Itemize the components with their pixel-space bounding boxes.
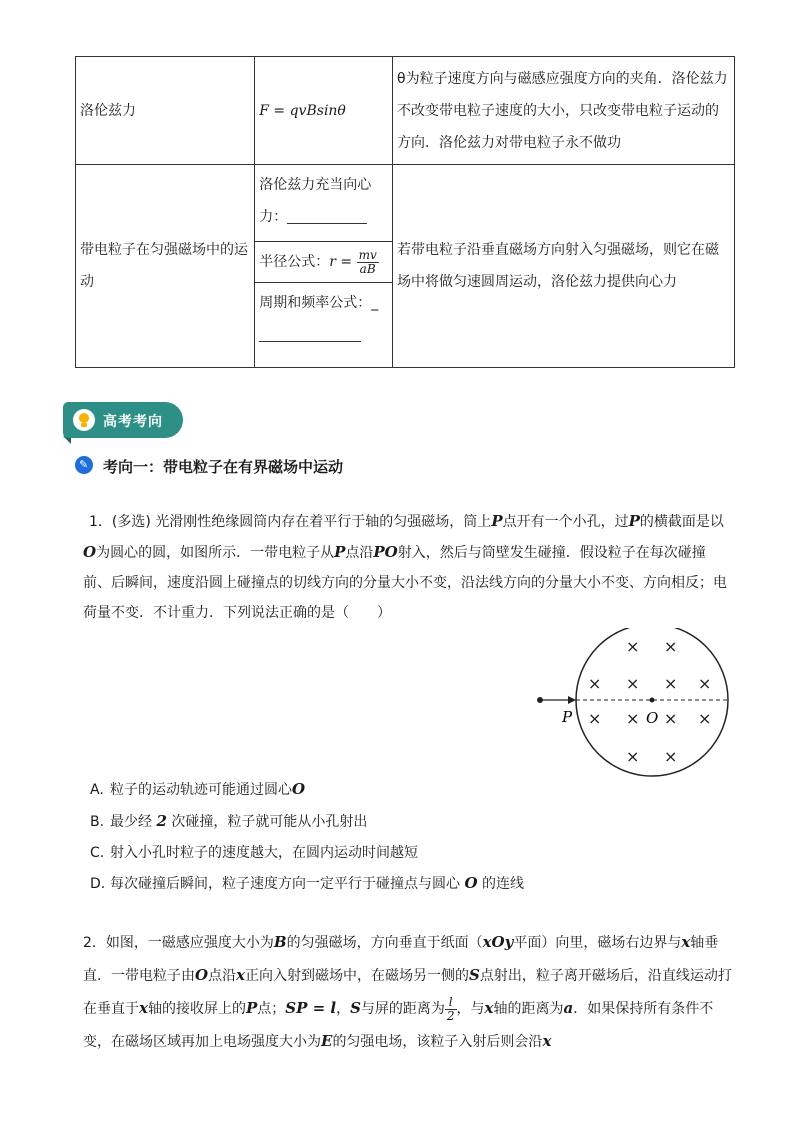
- row-motion-note: 若带电粒子沿垂直磁场方向射入匀强磁场，则它在磁场中将做匀速圆周运动，洛伦兹力提供向心力: [393, 165, 735, 368]
- radius-label: 半径公式：: [259, 254, 330, 270]
- cross-mark: ×: [664, 747, 678, 766]
- period-label: 周期和频率公式：: [259, 295, 372, 311]
- option-b[interactable]: B. 最少经 2 次碰撞，粒子就可能从小孔射出: [90, 812, 368, 830]
- particle-dot: [537, 697, 543, 703]
- pencil-icon: ✎: [75, 456, 93, 474]
- option-d[interactable]: D. 每次碰撞后瞬间，粒子速度方向一定平行于碰撞点与圆心 O 的连线: [90, 874, 524, 892]
- period-blank: [259, 325, 361, 342]
- section-title: 考向一：带电粒子在有界磁场中运动: [103, 458, 344, 476]
- table-row: [76, 165, 735, 242]
- cross-mark: ×: [626, 637, 640, 656]
- arrow-head: [568, 696, 576, 704]
- period-cell: 周期和频率公式：_: [255, 283, 393, 368]
- cross-mark: ×: [664, 637, 678, 656]
- summary-table: [75, 56, 735, 368]
- cross-mark: ×: [626, 709, 640, 728]
- option-c[interactable]: C. 射入小孔时粒子的速度越大，在圆内运动时间越短: [90, 845, 418, 861]
- option-a[interactable]: A. 粒子的运动轨迹可能通过圆心O: [90, 780, 306, 798]
- question-2-stem: 2．如图，一磁感应强度大小为B的匀强磁场，方向垂直于纸面（xOy平面）向里，磁场右边界与x轴垂直．一带电粒子由O点沿x正向入射到磁场中，在磁场另一侧的S点射出，粒子离开磁场后，沿直线运动打在垂直于x轴的接收屏上的P点；SP = l，S与屏的距离为 $\frac{l}{2}$ ，与x轴的距离为a．如果保持所有条件不变，在磁场区域再加上电场强度大小为E的匀强电场，该粒子入射后则会沿x: [83, 933, 732, 1050]
- radius-fraction: $\frac{mv}{aB}$: [358, 247, 377, 276]
- table-row: [76, 57, 735, 165]
- lightbulb-icon: [73, 409, 95, 431]
- banner-title: 高考考向: [103, 414, 163, 430]
- section-banner: [63, 402, 183, 438]
- centripetal-cell: [255, 165, 393, 242]
- row-lorentz-formula: F = qvBsinθ: [255, 57, 393, 165]
- label-P: P: [562, 708, 573, 726]
- cross-mark: ×: [698, 674, 712, 693]
- cross-mark: ×: [588, 709, 602, 728]
- row-lorentz-note: θ为粒子速度方向与磁感应强度方向的夹角．洛伦兹力不改变带电粒子速度的大小，只改变带电粒子运动的方向．洛伦兹力对带电粒子永不做功: [393, 57, 735, 165]
- cross-mark: ×: [664, 674, 678, 693]
- cross-mark: ×: [698, 709, 712, 728]
- row-motion-name: 带电粒子在匀强磁场中的运动: [76, 165, 255, 368]
- radius-cell: [255, 242, 393, 283]
- cross-mark: ×: [664, 709, 678, 728]
- centripetal-blank: [287, 207, 367, 224]
- cross-mark: ×: [626, 674, 640, 693]
- half-fraction: $\frac{l}{2}$: [446, 994, 455, 1023]
- cross-mark: ×: [626, 747, 640, 766]
- row-lorentz-name: 洛伦兹力: [76, 57, 255, 165]
- centripetal-label: 洛伦兹力充当向心力：: [259, 177, 372, 225]
- question-1-stem: 1．(多选) 光滑刚性绝缘圆筒内存在着平行于轴的匀强磁场，筒上P点开有一个小孔，过P的横截面是以O为圆心的圆，如图所示．一带电粒子从P点沿PO射入，然后与筒壁发生碰撞．假设粒子在每次碰撞前、后瞬间，速度沿圆上碰撞点的切线方向的分量大小不变，沿法线方向的分量大小不变、方向相反；电荷量不变．不计重力．下列说法正确的是（ ）: [83, 512, 727, 621]
- field-crosses: [588, 637, 711, 766]
- cross-mark: ×: [588, 674, 602, 693]
- center-dot: [650, 698, 655, 703]
- label-O: O: [646, 709, 659, 727]
- radius-lhs: r =: [329, 254, 353, 270]
- cylinder-figure: [530, 628, 760, 778]
